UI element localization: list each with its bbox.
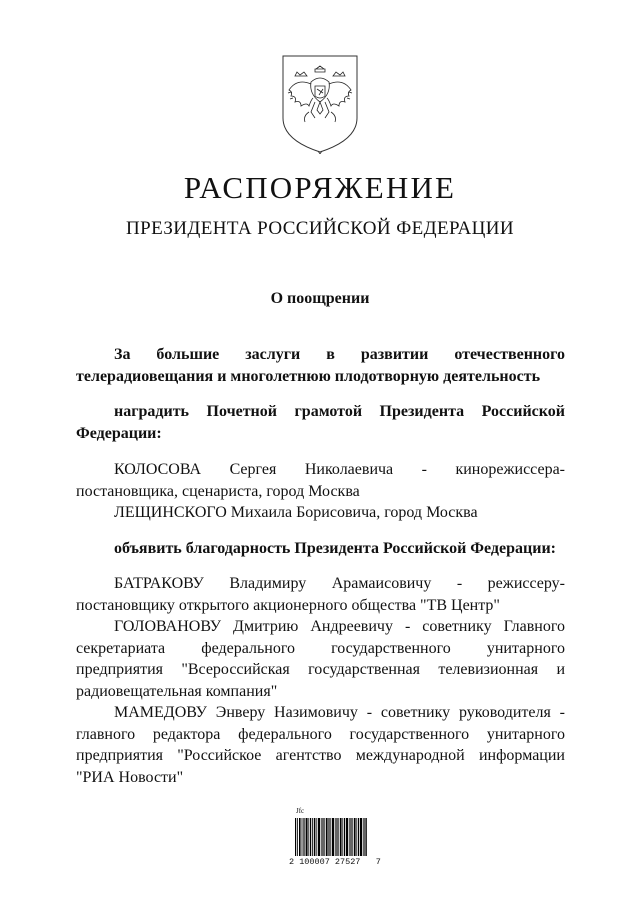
document-type-title: РАСПОРЯЖЕНИЕ — [183, 170, 457, 205]
coat-of-arms-icon — [279, 52, 361, 154]
awardee-line: секретариата федерального государственного унитарного — [76, 639, 565, 657]
awardee-line: предприятия "Российское агентство международной информации — [76, 747, 565, 764]
award-gratitude-paragraph — [76, 538, 565, 560]
document-issuer: ПРЕЗИДЕНТА РОССИЙСКОЙ ФЕДЕРАЦИИ — [126, 218, 514, 239]
awardee-line: ГОЛОВАНОВУ Дмитрию Андреевичу - советнику Главного — [114, 618, 565, 635]
award-line: Федерации: — [76, 424, 162, 442]
barcode-mark: Jfc — [296, 807, 305, 815]
awardee-line: КОЛОСОВА Сергея Николаевича - кинорежиссера- — [114, 461, 565, 478]
barcode-bars — [295, 818, 367, 856]
intro-line: За большие заслуги в развитии отечественного — [114, 346, 565, 363]
intro-paragraph — [76, 344, 565, 387]
award-certificate-paragraph — [76, 401, 565, 444]
awardee-line: ЛЕЩИНСКОГО Михаила Борисовича, город Москва — [114, 504, 478, 521]
awardee-list-gratitude — [76, 573, 565, 788]
awardee-line: БАТРАКОВУ Владимиру Арамаисовичу - режиссеру- — [114, 575, 565, 592]
award-line: наградить Почетной грамотой Президента Российской — [114, 403, 565, 420]
awardee-line: предприятия "Всероссийская государственная телевизионная и — [76, 661, 565, 678]
intro-line: телерадиовещания и многолетнюю плодотворную деятельность — [76, 367, 541, 385]
awardee-line: "РИА Новости" — [76, 768, 184, 786]
emblem — [279, 52, 361, 154]
awardee-line: радиовещательная компания" — [76, 682, 278, 700]
awardee-line: постановщика, сценариста, город Москва — [76, 482, 360, 500]
awardee-line: постановщику открытого акционерного общества "ТВ Центр" — [76, 596, 500, 614]
awardee-line: главного редактора федерального государственного унитарного — [76, 725, 565, 743]
awardee-list-certificate — [76, 459, 565, 524]
barcode-number: 2 100007 27527 7 — [289, 857, 381, 867]
awardee-line: МАМЕДОВУ Энверу Назимовичу - советнику руководителя - — [114, 704, 565, 721]
document-barcode — [289, 807, 381, 870]
document-subject: О поощрении — [270, 290, 370, 307]
award-line: объявить благодарность Президента Российской Федерации: — [114, 540, 556, 557]
